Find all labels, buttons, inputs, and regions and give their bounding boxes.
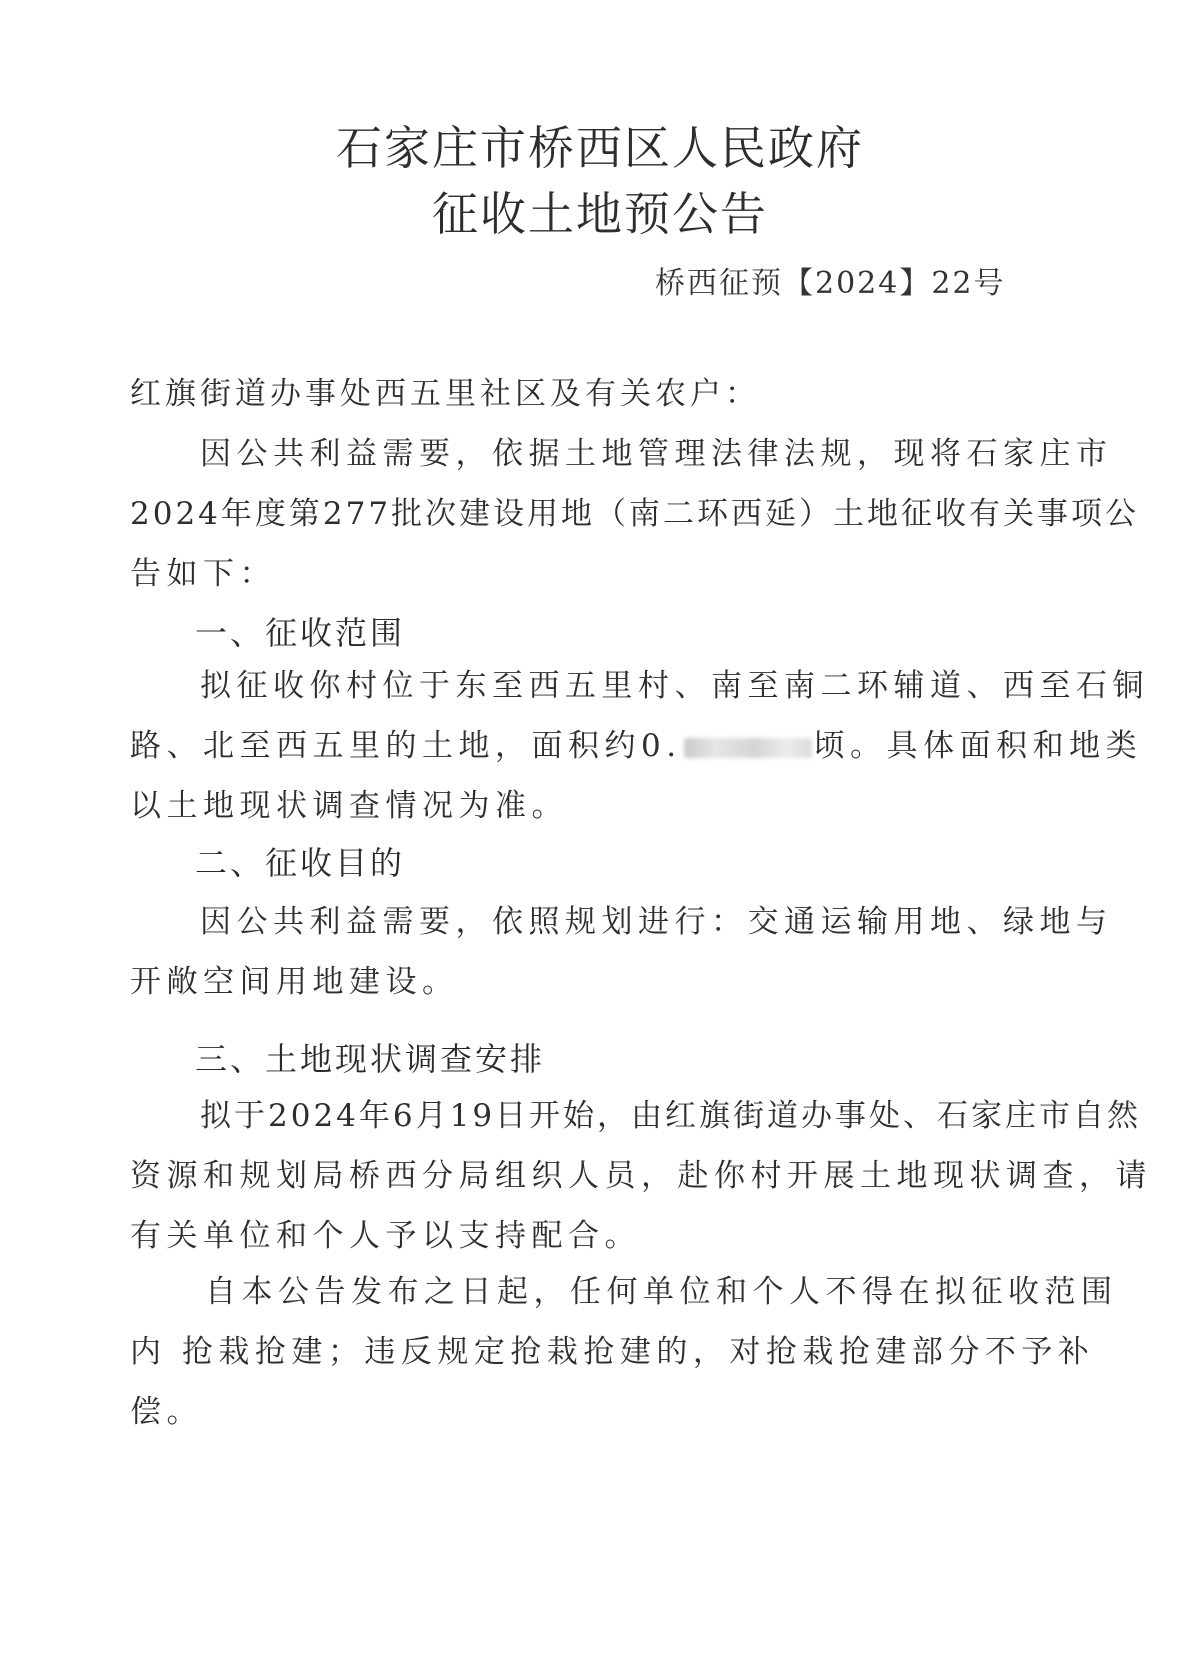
intro-line-3: 告如下：	[130, 556, 276, 592]
intro-line-2: 2024年度第277批次建设用地（南二环西延）土地征收有关事项公	[130, 496, 1140, 532]
section-1-line-2-end: 顷。具体面积和地类	[813, 728, 1143, 764]
section-1-line-3: 以土地现状调查情况为准。	[130, 788, 568, 824]
section-2-heading: 二、征收目的	[195, 844, 406, 882]
salutation: 红旗街道办事处西五里社区及有关农户：	[130, 376, 760, 412]
section-3-line-1: 拟于2024年6月19日开始，由红旗街道办事处、石家庄市自然	[200, 1098, 1142, 1134]
section-1-line-1: 拟征收你村位于东至西五里村、南至南二环辅道、西至石铜	[200, 668, 1149, 704]
document-title-line1: 石家庄市桥西区人民政府	[336, 121, 864, 175]
document-title-line2: 征收土地预公告	[432, 187, 768, 241]
redacted-area-value	[684, 738, 812, 758]
section-1-heading: 一、征收范围	[195, 614, 406, 652]
section-3-line-5: 内 抢栽抢建；违反规定抢栽抢建的，对抢栽抢建部分不予补	[130, 1334, 1095, 1370]
document-number: 桥西征预【2024】22号	[655, 266, 1006, 301]
section-3-line-6: 偿。	[130, 1394, 203, 1430]
section-3-heading: 三、土地现状调查安排	[195, 1040, 546, 1078]
intro-line-1: 因公共利益需要，依据土地管理法律法规，现将石家庄市	[200, 436, 1113, 472]
section-3-line-4: 自本公告发布之日起，任何单位和个人不得在拟征收范围	[205, 1274, 1118, 1310]
section-1-line-2-start: 路、北至西五里的土地，面积约0.	[130, 728, 682, 764]
section-1-line-2	[130, 720, 1142, 765]
section-3-line-3: 有关单位和个人予以支持配合。	[130, 1218, 641, 1254]
section-2-line-1: 因公共利益需要，依照规划进行：交通运输用地、绿地与	[200, 904, 1113, 940]
section-3-line-2: 资源和规划局桥西分局组织人员，赴你村开展土地现状调查，请	[130, 1158, 1152, 1194]
section-2-line-2: 开敞空间用地建设。	[130, 964, 459, 1000]
